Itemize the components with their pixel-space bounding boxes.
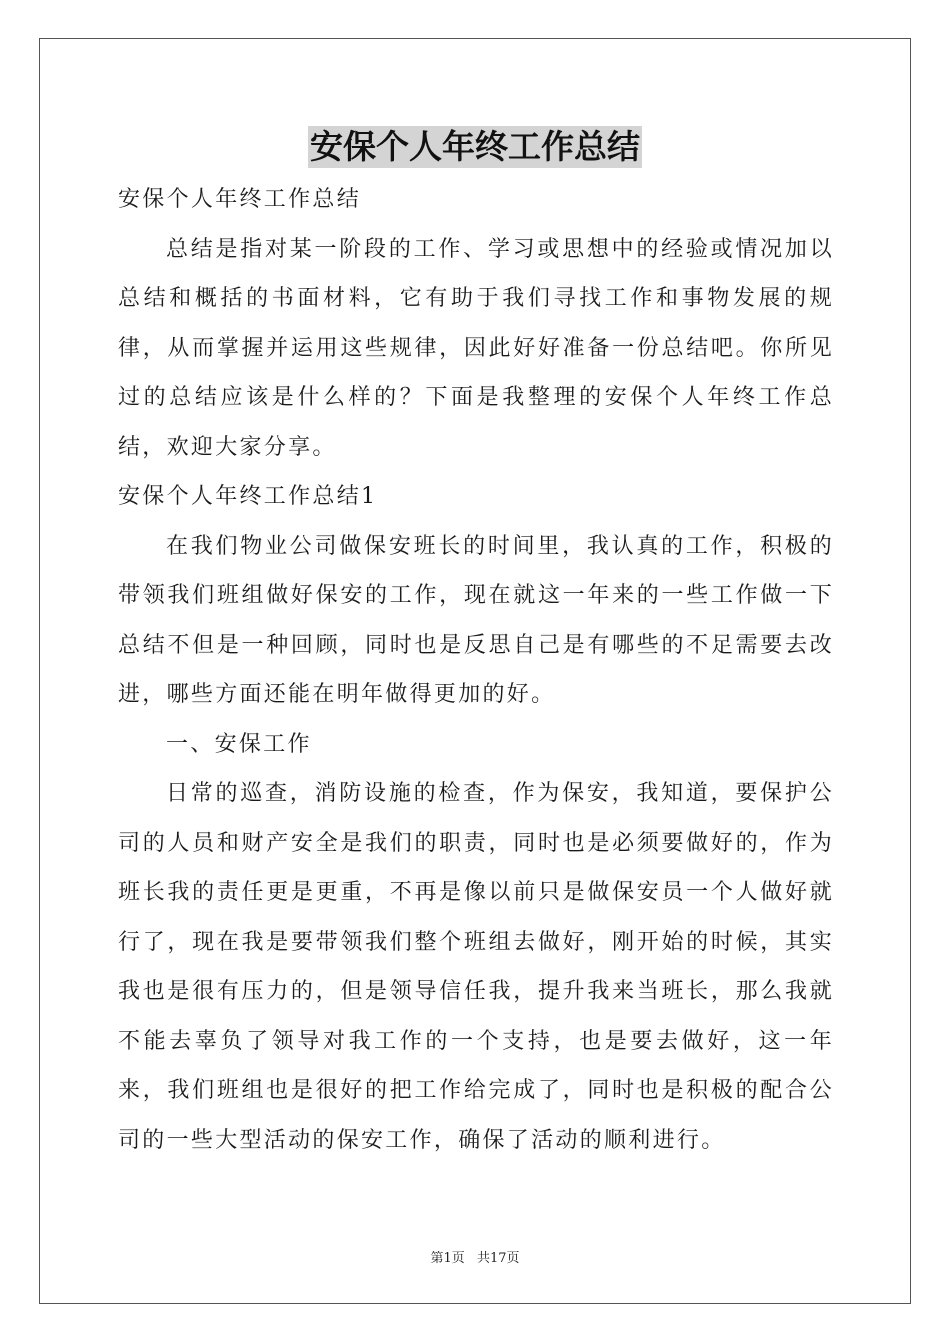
document-body xyxy=(118,175,834,1165)
body-paragraph: 日常的巡查，消防设施的检查，作为保安，我知道，要保护公司的人员和财产安全是我们的职责，同时也是必须要做好的，作为班长我的责任更是更重，不再是像以前只是做保安员一个人做好就行了，现在我是要带领我们整个班组去做好，刚开始的时候，其实我也是很有压力的，但是领导信任我，提升我来当班长，那么我就不能去辜负了领导对我工作的一个支持，也是要去做好，这一年来，我们班组也是很好的把工作给完成了，同时也是积极的配合公司的一些大型活动的保安工作，确保了活动的顺利进行。 xyxy=(118,781,834,1153)
sub-heading: 一、安保工作 xyxy=(166,731,312,757)
document-title: 安保个人年终工作总结 xyxy=(310,127,640,166)
page-number-total: 共17页 xyxy=(476,1251,520,1266)
document-subtitle: 安保个人年终工作总结 xyxy=(118,187,362,212)
section-heading: 安保个人年终工作总结1 xyxy=(118,484,378,509)
page-footer xyxy=(0,1247,950,1266)
page-number-current: 第1页 xyxy=(430,1251,465,1266)
intro-paragraph: 总结是指对某一阶段的工作、学习或思想中的经验或情况加以总结和概括的书面材料，它有助于我们寻找工作和事物发展的规律，从而掌握并运用这些规律，因此好好准备一份总结吧。你所见过的总结应该是什么样的？下面是我整理的安保个人年终工作总结，欢迎大家分享。 xyxy=(118,236,834,460)
body-paragraph: 在我们物业公司做保安班长的时间里，我认真的工作，积极的带领我们班组做好保安的工作，现在就这一年来的一些工作做一下总结不但是一种回顾，同时也是反思自己是有哪些的不足需要去改进，哪些方面还能在明年做得更加的好。 xyxy=(118,533,834,707)
title-container xyxy=(0,126,950,168)
